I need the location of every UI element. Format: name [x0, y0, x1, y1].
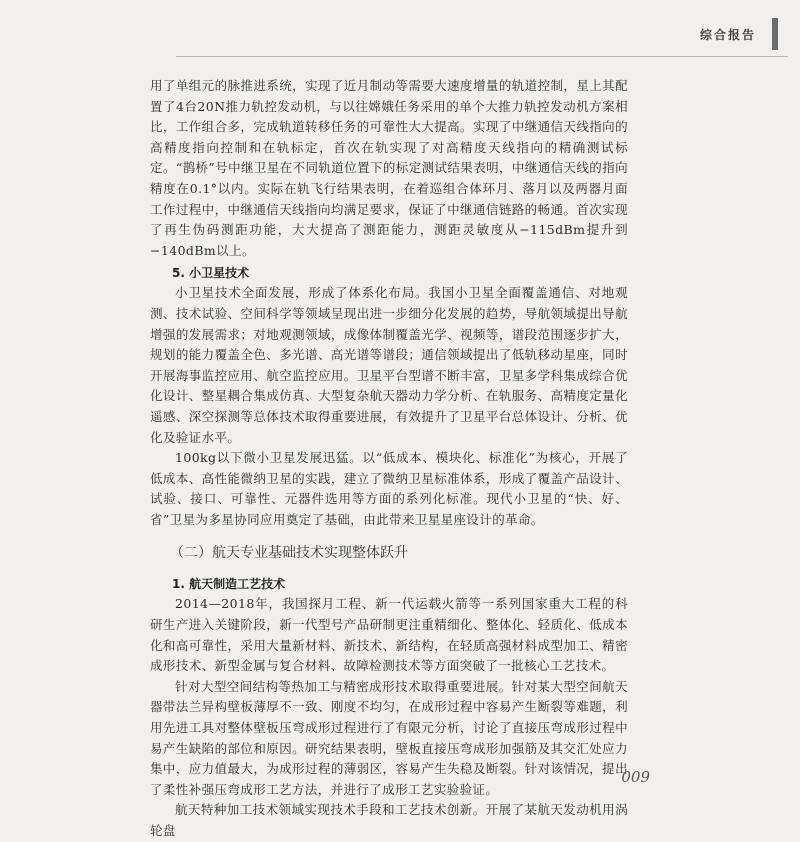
subheading-manufacturing: 1. 航天制造工艺技术 [172, 577, 286, 592]
page-number: 009 [621, 768, 650, 786]
paragraph-special-machining: 航天特种加工技术领域实现技术手段和工艺技术创新。开展了某航天发动机用涡轮盘 [150, 802, 628, 838]
running-header-title: 综合报告 [699, 28, 756, 42]
section-heading-fundamentals: （二）航天专业基础技术实现整体跃升 [170, 545, 408, 562]
paragraph-micro-satellite: 100kg以下微小卫星发展迅猛。以“低成本、模块化、标准化”为核心，开展了低成本、高性能微纳卫星的实践，建立了微纳卫星标准体系，形成了覆盖产品设计、试验、接口、可靠性、元器件选用等方面的系列化标准。现代小卫星的“快、好、省”卫星为多星协同应用奠定了基础，由此带来卫星星座设计的革命。 [150, 450, 628, 527]
body-text [150, 76, 628, 842]
subheading-small-satellite: 5. 小卫星技术 [172, 266, 250, 281]
paragraph-relay-satellite: 用了单组元的脉推进系统，实现了近月制动等需要大速度增量的轨道控制，星上其配置了4台20N推力轨控发动机，与以往嫦娥任务采用的单个大推力轨控发动机方案相比，工作组合多，完成轨道转移任务的可靠性大大提高。实现了中继通信天线指向的高精度指向控制和在轨标定，首次在轨实现了对高精度天线指向的精确测试标定。“鹊桥”号中继卫星在不同轨道位置下的标定测试结果表明，中继通信天线的指向精度在0.1°以内。实际在轨飞行结果表明，在着巡组合体环月、落月以及两器月面工作过程中，中继通信天线指向均满足要求，保证了中继通信链路的畅通。首次实现了再生伪码测距功能，大大提高了测距能力，测距灵敏度从−115dBm提升到−140dBm以上。 [150, 78, 628, 258]
paragraph-small-satellite: 小卫星技术全面发展，形成了体系化布局。我国小卫星全面覆盖通信、对地观测、技术试验、空间科学等领域呈现出进一步细分化发展的趋势，导航领域提出导航增强的发展需求；对地观测领域，成像体制覆盖光学、视频等，谱段范围逐步扩大，规划的能力覆盖全色、多光谱、高光谱等谱段；通信领域提出了低轨移动星座，同时开展海事监控应用、航空监控应用。卫星平台型谱不断丰富，卫星多学科集成综合优化设计、整星耦合集成仿真、大型复杂航天器动力学分析、在轨服务、高精度定量化遥感、深空探测等总体技术取得重要进展，有效提升了卫星平台总体设计、分析、优化及验证水平。 [150, 285, 628, 445]
paragraph-hot-forming: 针对大型空间结构等热加工与精密成形技术取得重要进展。针对某大型空间航天器带法兰异构壁板薄厚不一致、刚度不均匀，在成形过程中容易产生断裂等难题，利用先进工具对整体壁板压弯成形过程进行了有限元分析，讨论了直接压弯成形过程中易产生缺陷的部位和原因。研究结果表明，壁板直接压弯成形加强筋及其交汇处应力集中，应力值最大，为成形过程的薄弱区，容易产生失稳及断裂。针对该情况，提出了柔性补强压弯成形工艺方法，并进行了成形工艺实验验证。 [150, 678, 628, 797]
header-rule [176, 56, 788, 57]
paragraph-manufacturing-overview: 2014—2018年，我国探月工程、新一代运载火箭等一系列国家重大工程的科研生产进入关键阶段，新一代型号产品研制更注重精细化、整体化、轻质化、低成本化和高可靠性，采用大量新材料、新技术、新结构，在轻质高强材料成型加工、精密成形技术、新型金属与复合材料、故障检测技术等方面突破了一批核心工艺技术。 [150, 596, 628, 674]
header-accent-bar [772, 18, 778, 50]
